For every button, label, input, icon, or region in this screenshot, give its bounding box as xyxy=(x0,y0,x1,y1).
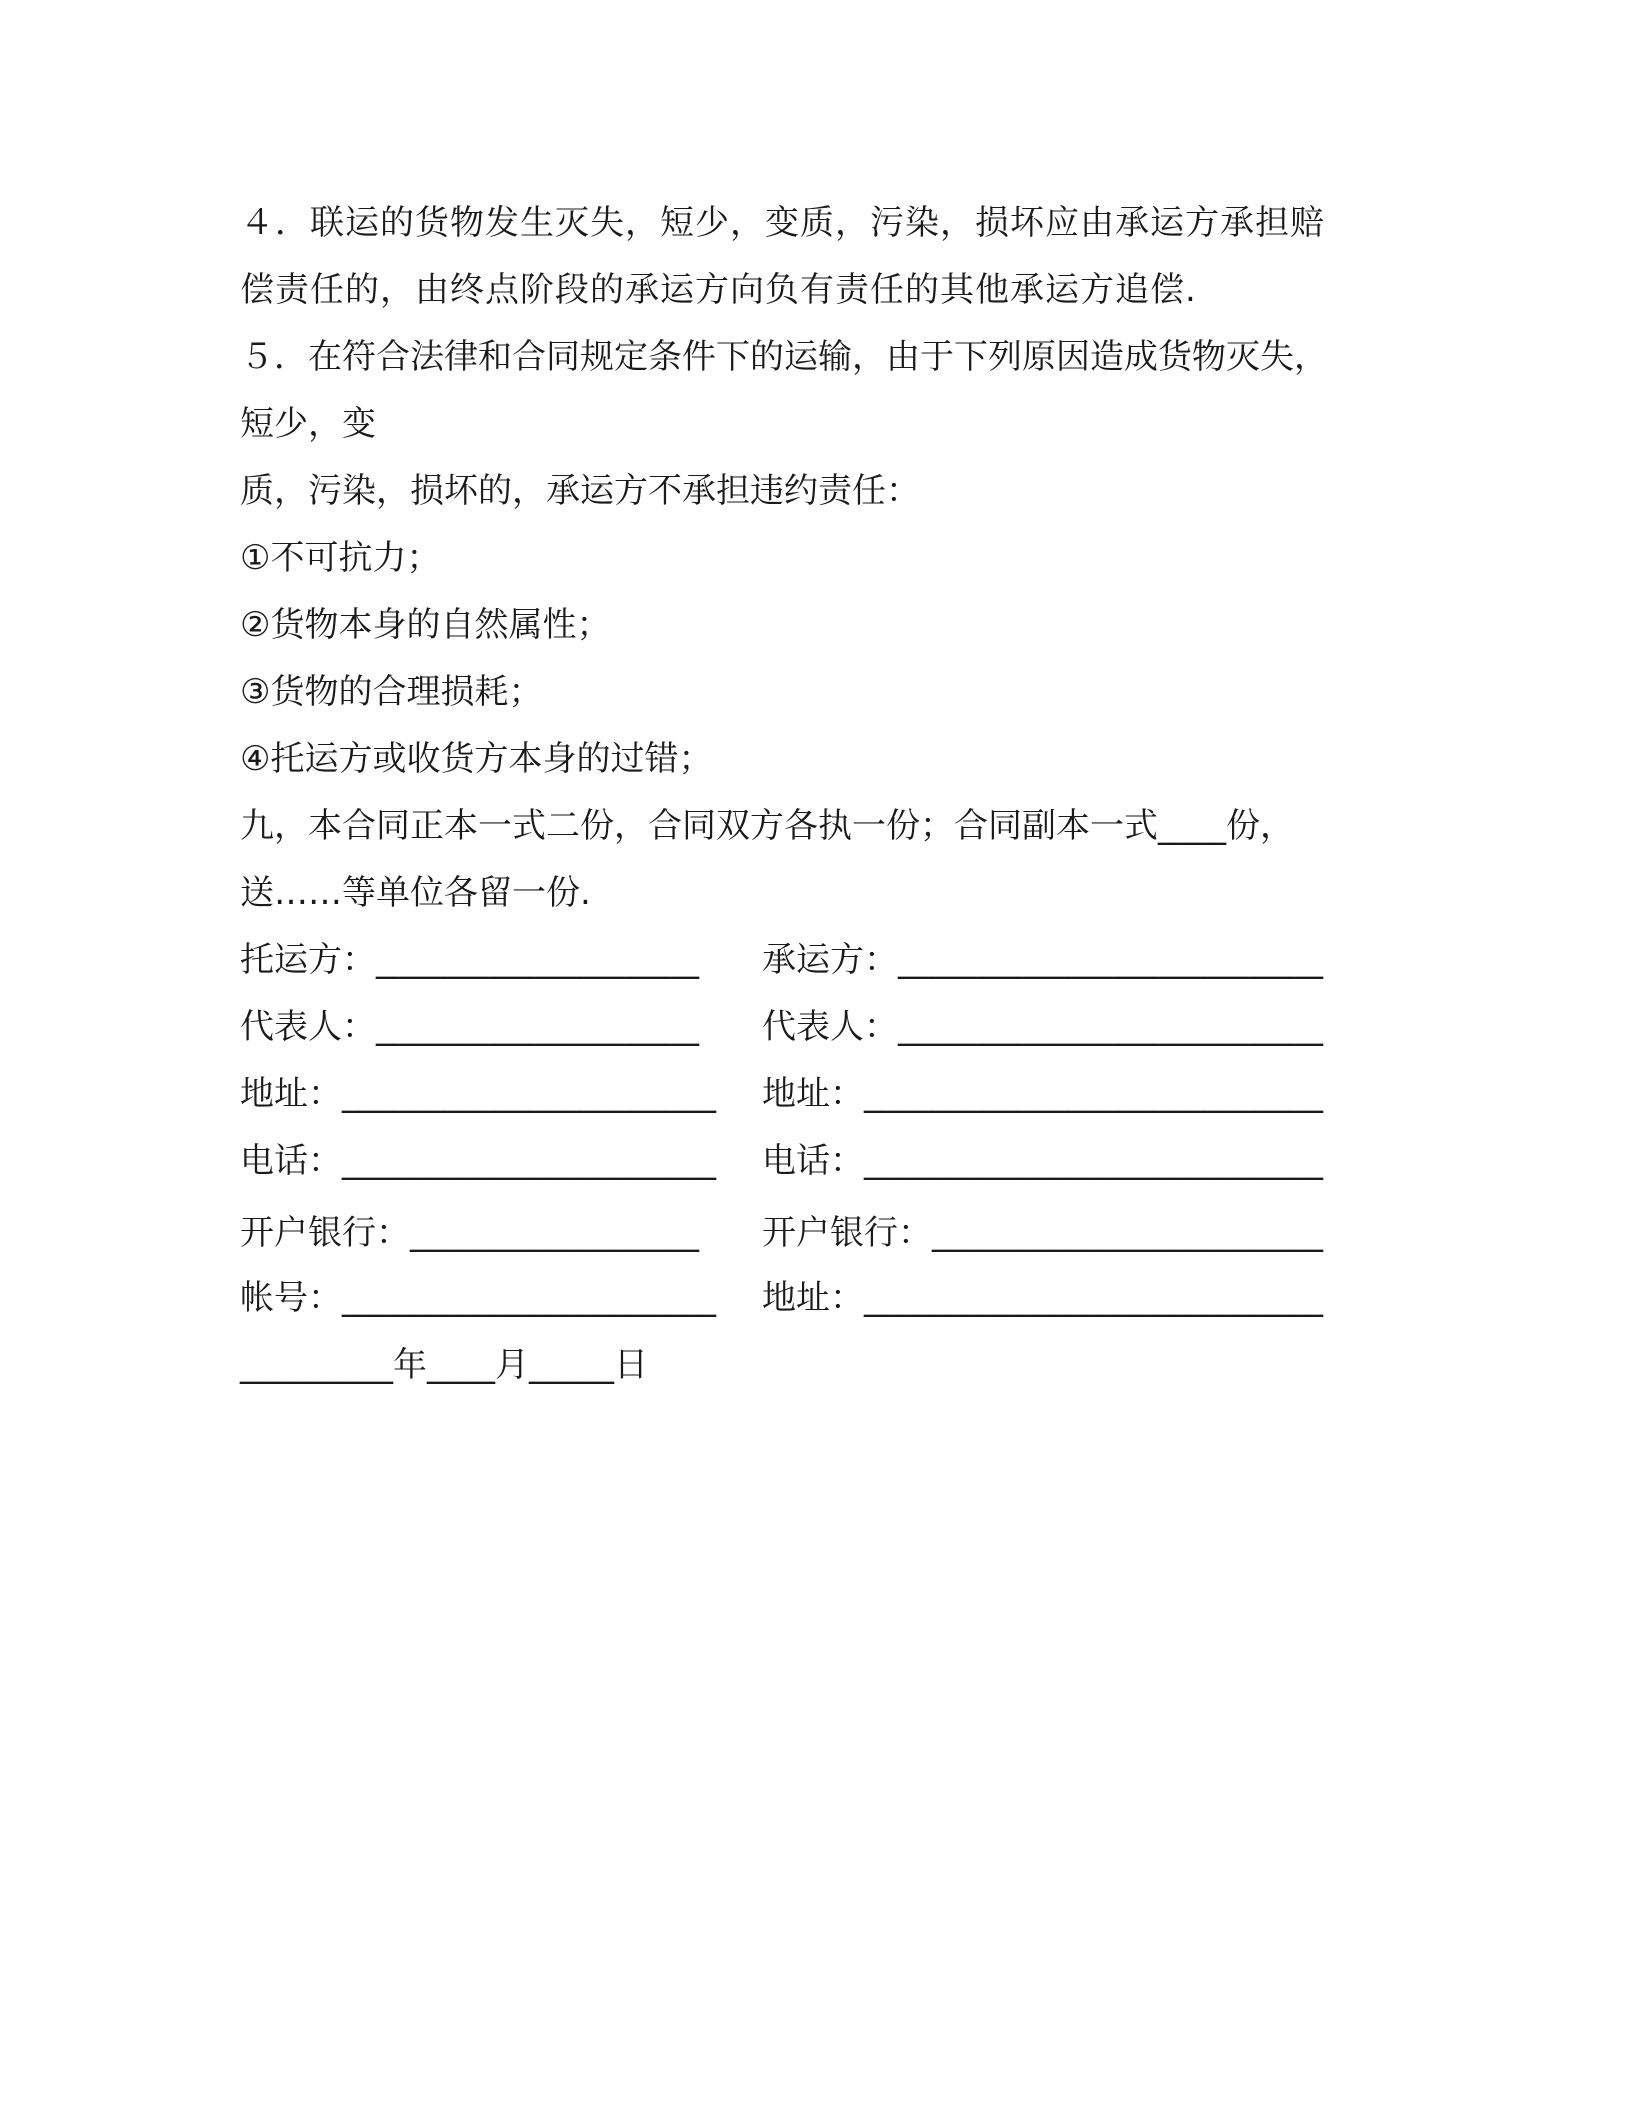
signature-row-phone xyxy=(240,1128,1390,1195)
exemption-item-4: ④托运方或收货方本身的过错； xyxy=(240,739,713,779)
carrier-address-field-2: 地址：___________________________ xyxy=(762,1278,1323,1318)
clause-9-line-2: 送……等单位各留一份. xyxy=(240,873,591,913)
clause-4-line-1: ４．联运的货物发生灭失，短少，变质，污染，损坏应由承运方承担赔 xyxy=(240,203,1325,243)
document-page xyxy=(240,190,1390,1399)
signature-row-shipper-carrier xyxy=(240,927,1390,994)
exemption-item-3: ③货物的合理损耗； xyxy=(240,672,543,712)
signature-row-representative xyxy=(240,994,1390,1061)
signature-row-account xyxy=(240,1265,1390,1332)
clause-5-line-2: 短少，变 xyxy=(240,404,376,444)
shipper-phone-field: 电话：______________________ xyxy=(240,1141,716,1181)
shipper-account-field: 帐号：______________________ xyxy=(240,1278,716,1318)
clause-5-line-1: ５．在符合法律和合同规定条件下的运输，由于下列原因造成货物灭失， xyxy=(240,337,1328,377)
shipper-bank-field: 开户银行：_________________ xyxy=(240,1213,699,1253)
shipper-representative-field: 代表人：___________________ xyxy=(240,1007,699,1047)
clause-9-line-1: 九，本合同正本一式二份，合同双方各执一份；合同副本一式____份， xyxy=(240,806,1294,846)
shipper-address-field: 地址：______________________ xyxy=(240,1074,716,1114)
clause-5-line-3: 质，污染，损坏的，承运方不承担违约责任： xyxy=(240,471,920,511)
signature-row-address xyxy=(240,1061,1390,1128)
carrier-phone-field: 电话：___________________________ xyxy=(762,1141,1323,1181)
exemption-item-2: ②货物本身的自然属性； xyxy=(240,605,611,645)
date-line: _________年____月_____日 xyxy=(240,1345,648,1385)
carrier-field: 承运方：_________________________ xyxy=(762,940,1323,980)
clause-4-line-2: 偿责任的，由终点阶段的承运方向负有责任的其他承运方追偿. xyxy=(240,270,1197,310)
shipper-field: 托运方：___________________ xyxy=(240,940,699,980)
carrier-representative-field: 代表人：_________________________ xyxy=(762,1007,1323,1047)
signature-row-bank xyxy=(240,1195,1390,1265)
exemption-item-1: ①不可抗力； xyxy=(240,538,441,578)
carrier-bank-field: 开户银行：_______________________ xyxy=(762,1213,1323,1253)
carrier-address-field: 地址：___________________________ xyxy=(762,1074,1323,1114)
